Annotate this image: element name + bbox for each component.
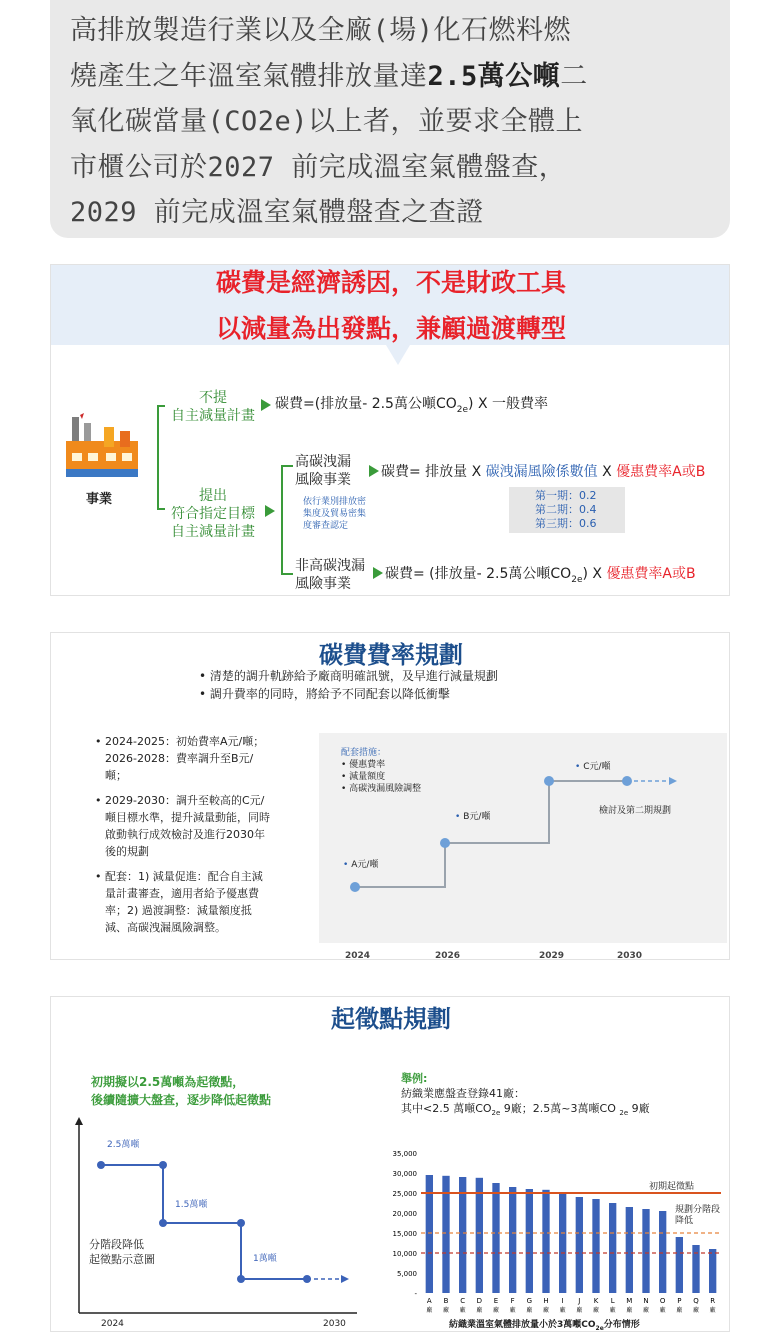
bar-chart-caption: 紡織業溫室氣體排放量小於3萬噸$CO_{2e}$分布情形 [449, 1320, 640, 1332]
x-tick-factory-label: 廠 [659, 1307, 666, 1314]
slide2-bullets: • 清楚的調升軌跡給予廠商明確訊號，及早進行減量規劃 • 調升費率的同時，將給予不同配套以降低衝擊 [199, 669, 498, 701]
x-tick-factory-label: 廠 [676, 1307, 683, 1314]
measures-list: 配套措施： • 優惠費率 • 減量額度 • 高碳洩漏風險調整 [341, 748, 422, 794]
bar [609, 1203, 616, 1293]
bar [659, 1211, 666, 1293]
slide1-title-2: 以減量為出發點，兼顧過渡轉型 [215, 314, 566, 343]
x-tick-factory-label: 廠 [642, 1307, 650, 1314]
x-tick-label: N [643, 1297, 649, 1305]
y-tick-label: - [414, 1290, 417, 1298]
message-bubble [50, 0, 730, 238]
y-tick-label: 25,000 [392, 1190, 417, 1198]
bar [676, 1237, 683, 1293]
x-tick-factory-label: 廠 [476, 1307, 483, 1314]
x-label-2029: 2029 [539, 951, 565, 960]
slide3-title: 起徵點規劃 [331, 1005, 451, 1033]
y-tick-label: 35,000 [392, 1150, 417, 1158]
x-tick-label: I [561, 1297, 564, 1305]
x-tick-label: O [659, 1297, 666, 1305]
bar [709, 1249, 716, 1293]
slide-fee-rate-plan[interactable] [50, 632, 730, 960]
bar [692, 1245, 699, 1293]
fee-general-formula: 碳費=(排放量- 2.5萬公噸$CO_{2e}$) X 一般費率 [275, 396, 548, 415]
x-tick-label: C [460, 1297, 466, 1305]
fee-high-formula: 碳費= 排放量 X 碳洩漏風險係數值 X 優惠費率A或B [381, 464, 706, 480]
initial-threshold-label: 初期起徵點 [649, 1182, 695, 1192]
x-tick-label: E [493, 1297, 499, 1305]
phase-values: 第一期：0.2 第二期：0.4 第三期：0.6 [535, 489, 597, 530]
y-tick-label: 20,000 [392, 1210, 417, 1218]
bar [642, 1209, 649, 1293]
x-end-label: 2030 [323, 1319, 346, 1329]
criteria-note: 依行業別排放密 集度及貿易密集 度審查認定 [303, 497, 367, 531]
message-line-1: 高排放製造行業以及全廠(場)化石燃料燃 [70, 15, 572, 46]
step-10k-label: 1萬噸 [253, 1254, 277, 1264]
x-label-2030: 2030 [617, 951, 643, 960]
x-tick-factory-label: 廠 [459, 1307, 466, 1314]
fee-non-formula: 碳費= (排放量- 2.5萬公噸$CO_{2e}$) X 優惠費率A或B [385, 566, 696, 585]
x-tick-factory-label: 廠 [592, 1307, 600, 1314]
y-tick-label: 5,000 [396, 1270, 417, 1278]
x-tick-label: P [677, 1297, 682, 1305]
x-tick-label: B [443, 1297, 449, 1305]
non-high-leakage-label: 非高碳洩漏 風險事業 [295, 558, 365, 592]
x-start-label: 2024 [101, 1319, 124, 1329]
step-25k-label: 2.5萬噸 [107, 1140, 140, 1150]
bar [576, 1197, 583, 1293]
x-tick-label: K [593, 1297, 599, 1305]
x-label-2026: 2026 [435, 951, 461, 960]
x-tick-factory-label: 廠 [692, 1307, 700, 1314]
bar [476, 1178, 483, 1293]
x-tick-factory-label: 廠 [426, 1307, 433, 1314]
x-tick-label: Q [693, 1297, 699, 1305]
factory-icon [66, 413, 138, 479]
x-tick-factory-label: 廠 [442, 1307, 450, 1314]
slide2-title: 碳費費率規劃 [319, 641, 463, 669]
x-tick-label: J [578, 1297, 581, 1305]
slide-carbon-fee-structure[interactable] [50, 264, 730, 596]
review-label: 檢討及第二期規劃 [599, 806, 672, 816]
y-tick-label: 15,000 [392, 1230, 417, 1238]
x-tick-factory-label: 廠 [609, 1307, 616, 1314]
slide3-green-note: 初期擬以2.5萬噸為起徵點， 後續隨擴大盤查，逐步降低起徵點 [91, 1075, 272, 1107]
message-line-5: 2029 前完成溫室氣體盤查之查證 [70, 197, 484, 228]
x-tick-label: F [510, 1297, 515, 1305]
plan-label: 提出 符合指定目標 自主減量計畫 [171, 488, 255, 540]
entity-label: 事業 [86, 492, 113, 507]
message-line-2: 燒產生之年溫室氣體排放量達2.5萬公噸二 [70, 60, 588, 92]
x-tick-factory-label: 廠 [492, 1307, 500, 1314]
bar [492, 1183, 499, 1293]
bar [526, 1189, 533, 1293]
x-tick-factory-label: 廠 [526, 1307, 533, 1314]
rate-a-label: • A元/噸 [343, 860, 379, 870]
bar [626, 1207, 633, 1293]
slide1-title-1: 碳費是經濟誘因，不是財政工具 [215, 268, 566, 297]
x-tick-factory-label: 廠 [559, 1307, 566, 1314]
diagram-caption: 分階段降低 起徵點示意圖 [89, 1238, 155, 1266]
slide-threshold-plan[interactable] [50, 996, 730, 1332]
x-tick-label: R [710, 1297, 716, 1305]
bar [459, 1177, 466, 1293]
x-tick-factory-label: 廠 [542, 1307, 550, 1314]
emission-bar-chart [377, 1147, 727, 1331]
y-tick-label: 30,000 [392, 1170, 417, 1178]
x-tick-factory-label: 廠 [626, 1307, 633, 1314]
slide2-left-text: • 2024-2025：初始費率A元/噸； 2026-2028：費率調升至B元/ 噸； • 2029-2030：調升至較高的C元/ 噸目標水準，提升減量動能，同時 啟動執行成效檢討及進行2030年 後的規劃 • 配套：1) 減量促進：配合自主減 量計畫審查，適用者給予優惠費 率；2) 過渡調整：減量額度抵 減、高碳洩漏風險調整。 [95, 735, 270, 934]
step-15k-label: 1.5萬噸 [175, 1200, 208, 1210]
example-text: 舉例: 紡織業應盤查登錄41廠： 其中<2.5 萬噸$CO_{2e}$ 9廠；2.5萬~3萬噸CO $_{2e}$ 9廠 [401, 1072, 650, 1118]
message-line-4: 市櫃公司於2027 前完成溫室氣體盤查， [70, 151, 567, 183]
x-tick-label: M [626, 1297, 633, 1305]
x-tick-factory-label: 廠 [509, 1307, 516, 1314]
high-leakage-label: 高碳洩漏 風險事業 [295, 454, 351, 488]
bar [509, 1187, 516, 1293]
message-line-3: 氧化碳當量(CO2e)以上者，並要求全體上 [70, 106, 584, 137]
rate-b-label: • B元/噸 [455, 812, 491, 822]
x-tick-label: L [610, 1297, 615, 1305]
x-tick-label: G [526, 1297, 533, 1305]
x-tick-label: H [543, 1297, 549, 1305]
bar [559, 1193, 566, 1293]
x-tick-factory-label: 廠 [576, 1307, 583, 1314]
no-plan-label: 不提 自主減量計畫 [171, 390, 255, 424]
bar [592, 1199, 599, 1293]
x-tick-label: A [426, 1297, 432, 1305]
y-tick-label: 10,000 [392, 1250, 417, 1258]
x-tick-label: D [476, 1297, 483, 1305]
phased-label: 規劃分階段 降低 [675, 1205, 721, 1226]
rate-c-label: • C元/噸 [575, 762, 611, 772]
x-label-2024: 2024 [345, 951, 371, 960]
bar [542, 1190, 549, 1293]
x-tick-factory-label: 廠 [709, 1307, 716, 1314]
